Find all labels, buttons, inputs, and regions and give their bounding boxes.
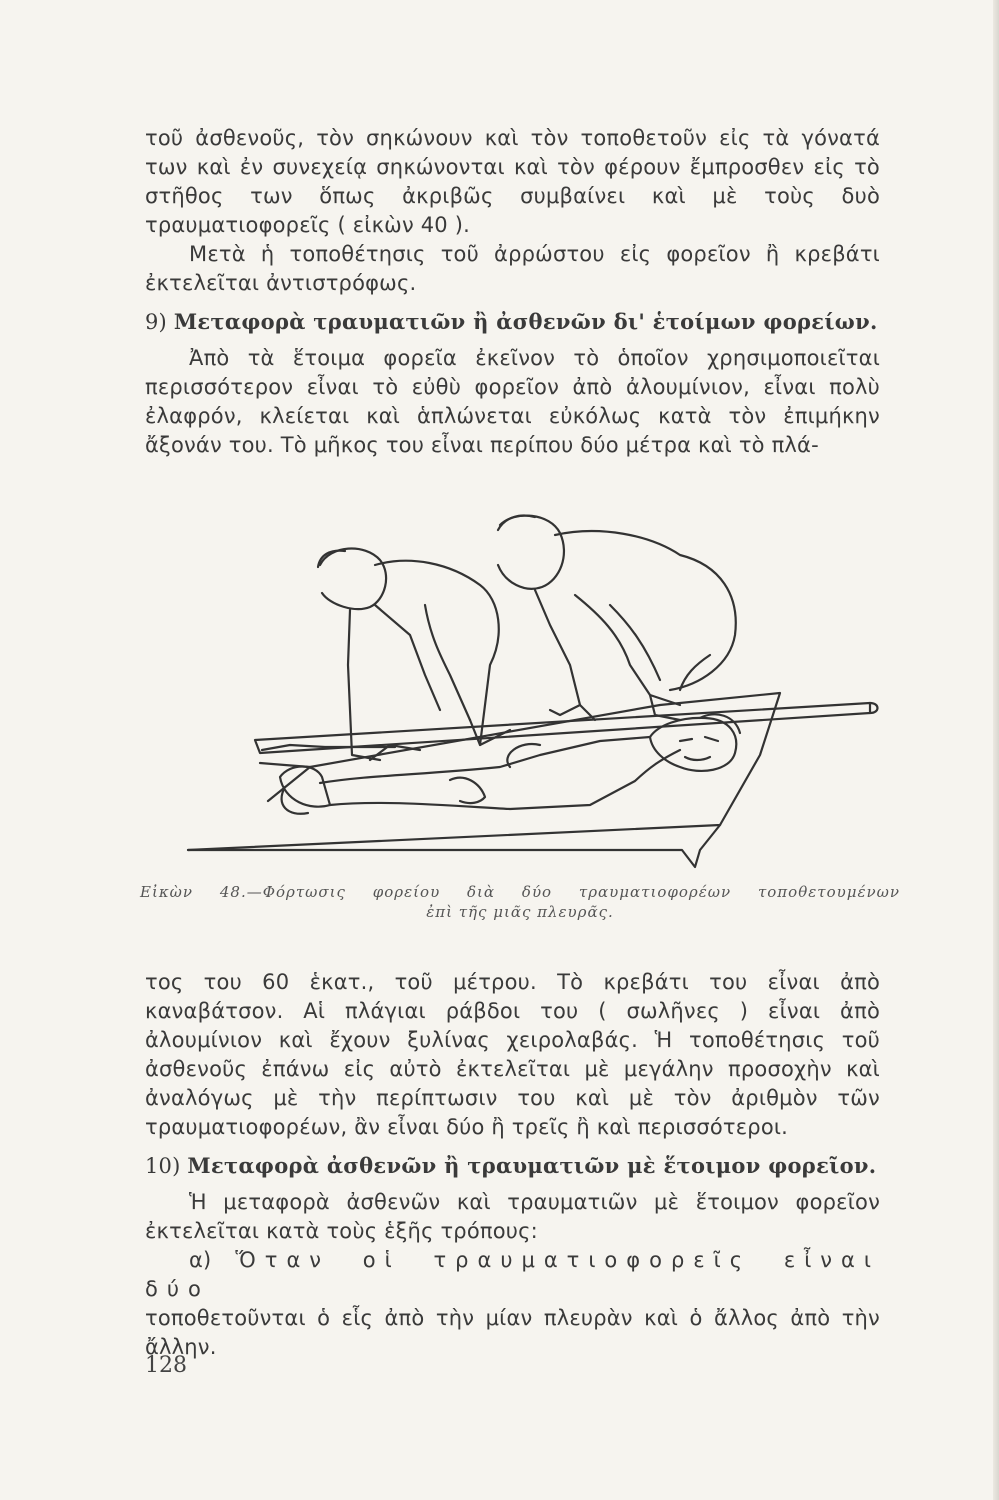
page-number: 128: [145, 1353, 187, 1378]
illustration-stretcher-loading: [180, 505, 890, 875]
paragraph-6-first-line: [145, 1246, 880, 1304]
paragraph-5: Ἡ μεταφορὰ ἀσθενῶν καὶ τραυματιῶν μὲ ἕτοιμον φορεῖον ἐκτελεῖται κατὰ τοὺς ἑξῆς τρόπους:: [145, 1190, 880, 1243]
paragraph-2: Μετὰ ἡ τοποθέτησις τοῦ ἀρρώστου εἰς φορεῖον ἢ κρεβάτι ἐκτελεῖται ἀντιστρόφως.: [145, 242, 880, 295]
heading-title: Μεταφορὰ τραυματιῶν ἢ ἀσθενῶν δι' ἑτοίμων φορείων.: [173, 309, 878, 334]
patient-body: [330, 750, 680, 809]
section-heading-9: [145, 307, 880, 337]
stretcher-pole-back: [255, 703, 870, 753]
section-heading-10: [145, 1151, 880, 1181]
rescuer-left-head: [320, 549, 386, 610]
patient-head: [650, 718, 736, 771]
paragraph-3: Ἀπὸ τὰ ἕτοιμα φορεῖα ἐκεῖνον τὸ ὁποῖον χρησιμοποιεῖται περισσότερον εἶναι τὸ εὐθὺ φορεῖον ἀπὸ ἀλουμίνιον, εἶναι πολὺ ἐλαφρόν, κλείεται καὶ ἁπλώνεται εὐκόλως κατὰ τὸν ἐπιμήκην ἄξονάν του. Τὸ μῆκος του εἶναι περίπου δύο μέτρα καὶ τὸ πλά-: [145, 346, 880, 457]
rescuer-left-body: [375, 561, 499, 745]
heading-number: 10): [145, 1154, 181, 1178]
paragraph-6-rest: τοποθετοῦνται ὁ εἷς ἀπὸ τὴν μίαν πλευρὰν καὶ ὁ ἄλλος ἀπὸ τὴν ἄλλην.: [145, 1306, 880, 1359]
text-block-top: [145, 124, 880, 460]
heading-title: Μεταφορὰ ἀσθενῶν ἢ τραυματιῶν μὲ ἕτοιμον φορεῖον.: [187, 1153, 877, 1178]
paragraph-1: τοῦ ἀσθενοῦς, τὸν σηκώνουν καὶ τὸν τοποθετοῦν εἰς τὰ γόνατά των καὶ ἐν συνεχείᾳ σηκώνονται καὶ τὸν φέρουν ἔμπροσθεν εἰς τὸ στῆθος των ὅπως ἀκριβῶς συμβαίνει καὶ μὲ τοὺς δυὸ τραυματιοφορεῖς ( εἰκὼν 40 ).: [145, 126, 880, 237]
text-block-bottom: [145, 968, 880, 1362]
spaced-text: Ὅταν οἱ τραυματιοφορεῖς εἶναι δύο: [145, 1248, 880, 1301]
rescuer-right-head: [498, 516, 564, 589]
heading-number: 9): [145, 310, 167, 334]
paragraph-4: τος του 60 ἑκατ., τοῦ μέτρου. Τὸ κρεβάτι του εἶναι ἀπὸ καναβάτσον. Αἱ πλάγιαι ράβδοι του ( σωλῆνες ) εἶναι ἀπὸ ἀλουμίνιον καὶ ἔχουν ξυλίνας χειρολαβάς. Ἡ τοποθέτησις τοῦ ἀσθενοῦς ἐπάνω εἰς αὐτὸ ἐκτελεῖται μὲ μεγάλην προσοχὴν καὶ ἀναλόγως μὲ τὴν περίπτωσιν του καὶ μὲ τὸν ἀριθμὸν τῶν τραυματιοφορέων, ἂν εἶναι δύο ἢ τρεῖς ἢ καὶ περισσότεροι.: [145, 970, 880, 1139]
caption-line-2: ἐπὶ τῆς μιᾶς πλευρᾶς.: [426, 903, 614, 921]
caption-line-1: Εἰκὼν 48.—Φόρτωσις φορείου διὰ δύο τραυματιοφορέων τοποθετουμένων: [140, 883, 900, 901]
figure-caption: [140, 882, 900, 922]
list-label: α): [189, 1248, 212, 1272]
page-edge: [993, 0, 999, 1500]
rescuer-right-body: [555, 531, 736, 690]
